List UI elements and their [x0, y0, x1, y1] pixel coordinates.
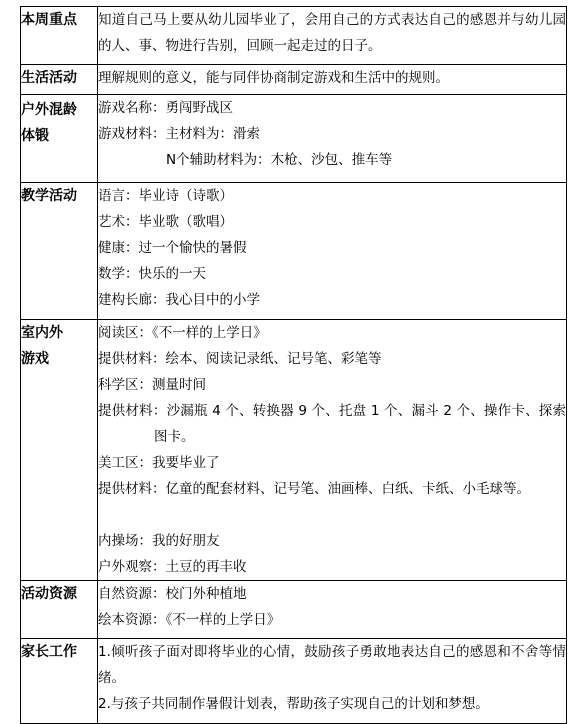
row-label-parents: 家长工作 — [21, 639, 98, 724]
book-resource: 绘本资源：《不一样的上学日》 — [98, 612, 281, 628]
row-label-life: 生活活动 — [21, 65, 98, 95]
row-life — [21, 65, 567, 95]
science-materials: 提供材料：沙漏瓶 4 个、转换器 9 个、托盘 1 个、漏斗 2 个、操作卡、探索图卡。 — [98, 403, 566, 445]
teaching-item: 艺术：毕业歌（歌唱） — [98, 214, 233, 230]
row-resources — [21, 581, 567, 639]
outdoor-material-aux: N个辅助材料为：木枪、沙包、推车等 — [166, 152, 393, 168]
art-materials: 提供材料：亿童的配套材料、记号笔、油画棒、白纸、卡纸、小毛球等。 — [98, 481, 530, 497]
row-label-indoor-1: 室内外 — [21, 325, 63, 341]
parent-item-1: 1.倾听孩子面对即将毕业的心情，鼓励孩子勇敢地表达自己的感恩和不舍等情绪。 — [98, 644, 566, 686]
outdoor-game-name: 游戏名称：勇闯野战区 — [98, 100, 233, 116]
row-indoor — [21, 320, 567, 581]
parent-item-2: 2.与孩子共同制作暑假计划表，帮助孩子实现自己的计划和梦想。 — [98, 696, 489, 712]
weekly-plan-table — [20, 6, 567, 724]
nature-resource: 自然资源：校门外种植地 — [98, 586, 247, 602]
row-focus — [21, 7, 567, 65]
reading-area: 阅读区：《不一样的上学日》 — [98, 325, 267, 341]
art-area: 美工区：我要毕业了 — [98, 455, 220, 471]
life-text: 理解规则的意义，能与同伴协商制定游戏和生活中的规则。 — [98, 70, 449, 86]
reading-materials: 提供材料：绘本、阅读记录纸、记号笔、彩笔等 — [98, 351, 382, 367]
outdoor-material-main: 游戏材料：主材料为：滑索 — [98, 126, 260, 142]
row-label-resources: 活动资源 — [21, 581, 98, 639]
teaching-item: 建构长廊：我心目中的小学 — [98, 292, 260, 308]
teaching-item: 语言：毕业诗（诗歌） — [98, 188, 233, 204]
row-label-outdoor-1: 户外混龄 — [21, 102, 77, 118]
teaching-item: 数学：快乐的一天 — [98, 266, 206, 282]
row-parents — [21, 639, 567, 724]
outdoor-observation: 户外观察：土豆的再丰收 — [98, 559, 247, 575]
row-label-indoor-2: 游戏 — [21, 351, 49, 367]
focus-text: 知道自己马上要从幼儿园毕业了，会用自己的方式表达自己的感恩并与幼儿园的人、事、物进行告别，回顾一起走过的日子。 — [98, 12, 566, 54]
science-area: 科学区：测量时间 — [98, 377, 206, 393]
row-label-focus: 本周重点 — [21, 7, 98, 65]
teaching-item: 健康：过一个愉快的暑假 — [98, 240, 247, 256]
row-label-teaching: 教学活动 — [21, 183, 98, 320]
row-teaching — [21, 183, 567, 320]
inner-playground: 内操场：我的好朋友 — [98, 533, 220, 549]
row-outdoor — [21, 95, 567, 183]
row-label-outdoor-2: 体锻 — [21, 128, 49, 144]
